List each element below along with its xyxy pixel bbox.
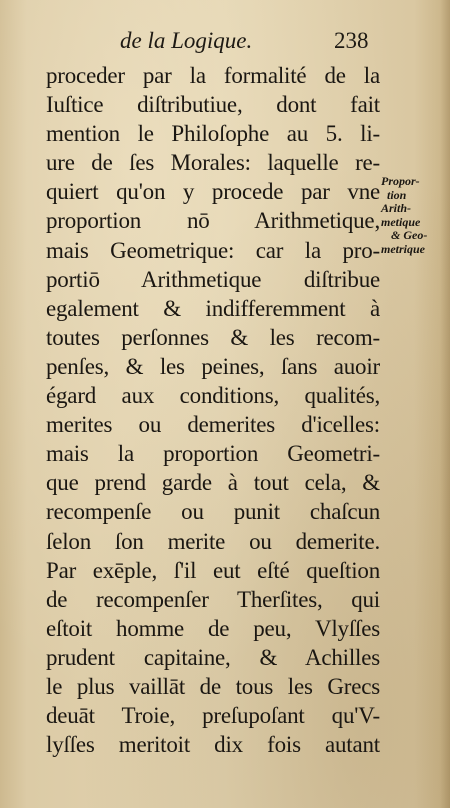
text-line: le plus vaillāt de tous les Grecs [46,673,380,699]
page-number: 238 [334,28,369,53]
text-line: lyſſes meritoit dix fois autant [46,732,380,758]
body-text [46,61,380,759]
text-line: Iuſtice diſtributiue, dont fait [46,92,380,118]
text-line: ſelon ſon merite ou demerite. [46,528,380,554]
margin-note [381,175,447,256]
text-line: deuāt Troie, preſupoſant qu'V- [46,703,380,729]
text-line: ure de ſes Morales: laquelle re- [46,150,380,176]
text-line: merites ou demerites d'icelles: [46,412,380,438]
margin-note-line: Propor- [381,174,420,188]
text-line: egalement & indifferemment à [46,295,380,321]
text-line: quiert qu'on y procede par vne [46,179,380,205]
text-line: égard aux conditions, qualités, [46,383,380,409]
margin-note-line: & Geo- [391,228,428,242]
page-header [0,28,450,58]
text-line: mention le Philoſophe au 5. li- [46,121,380,147]
text-line: mais Geometrique: car la pro- [46,237,380,263]
text-line: Par exēple, ſ'il eut eſté queſtion [46,557,380,583]
text-line: proportion nō Arithmetique, [46,208,380,234]
margin-note-line: tion [387,187,407,202]
text-line: toutes perſonnes & les recom- [46,324,380,350]
running-head: de la Logique. [120,28,253,53]
text-line: de recompenſer Therſites, qui [46,586,380,612]
text-line: recompenſe ou punit chaſcun [46,499,380,525]
margin-note-line: Arith- [381,201,412,215]
margin-note-line: metique [381,214,421,229]
text-line: eſtoit homme de peu, Vlyſſes [46,615,380,641]
page-fold-shadow [440,0,450,808]
margin-note-line: metrique [381,241,425,256]
text-line: proceder par la formalité de la [46,63,380,88]
text-line: que prend garde à tout cela, & [46,470,380,496]
text-line: portiō Arithmetique diſtribue [46,266,380,292]
text-line: penſes, & les peines, ſans auoir [46,353,380,379]
text-line: mais la proportion Geometri- [46,441,380,467]
text-line: prudent capitaine, & Achilles [46,644,380,670]
